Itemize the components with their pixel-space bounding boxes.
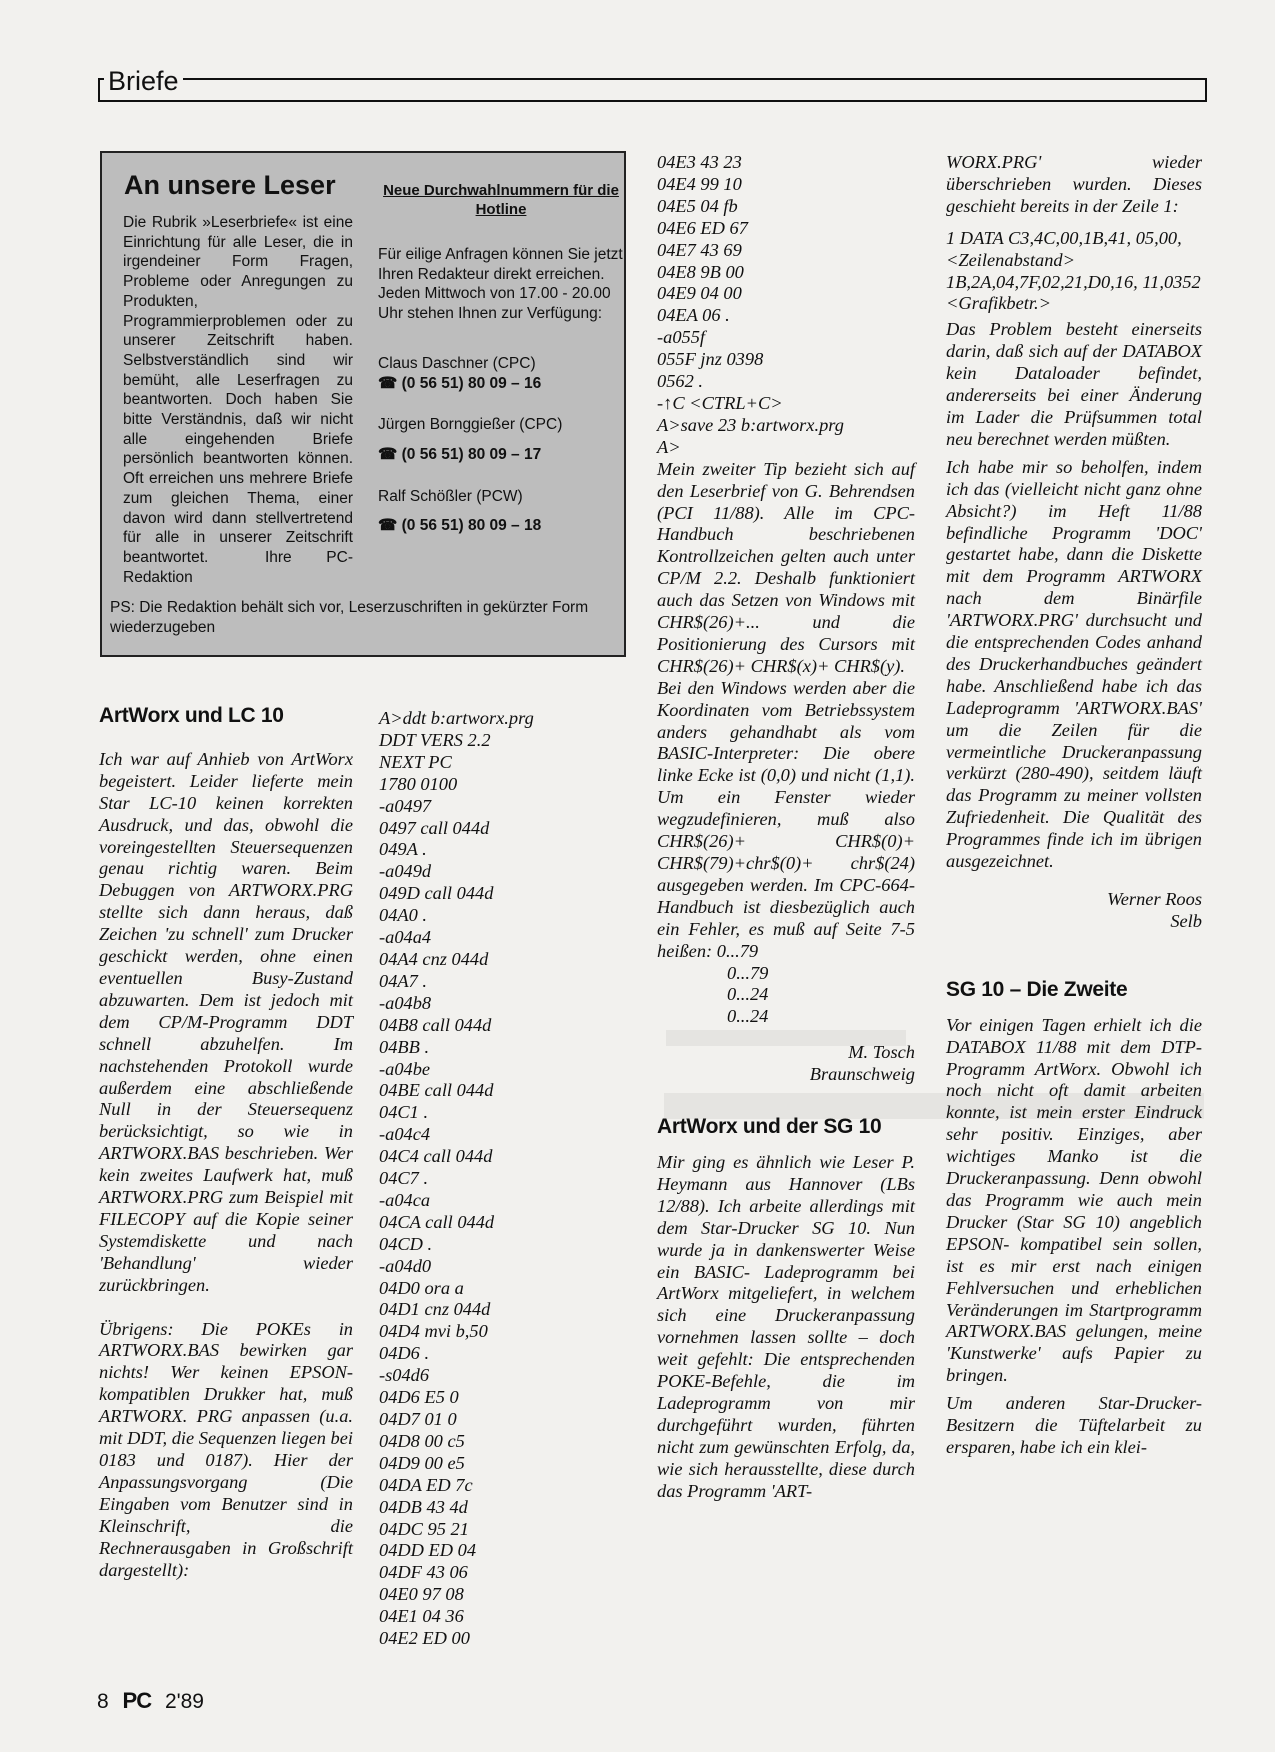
section-title: Briefe bbox=[104, 66, 183, 97]
paragraph: Übrigens: Die POKEs in ARTWORX.BAS bewirken gar nichts! Wer keinen EPSON-kompatiblen Drukker hat, muß ARTWORX. PRG anpassen (u.a. mit DDT, die Sequenzen liegen bei 0183 und 0187). Hier der Anpassungsvorgang (Die Eingaben vom Benutzer sind in Kleinschrift, die Rechnerausgaben in Großschrift dargestellt): bbox=[99, 1318, 354, 1580]
article-heading: SG 10 – Die Zweite bbox=[946, 977, 1128, 1001]
paragraph: Ich war auf Anhieb von ArtWorx begeistert. Leider lieferte mein Star LC-10 keinen korrekten Ausdruck, und das, obwohl die voreingestellten Steuersequenzen genau richtig waren. Beim Debuggen von ARTWORX.PRG stellte sich dann heraus, daß Zeichen 'zu schnell' zum Drucker geschickt werden, ohne einen eventuellen Busy-Zustand abzuwarten. Dem ist jedoch mit dem CP/M-Programm DDT schnell abzuhelfen. Im nachstehenden Protokoll wurde außerdem eine abschließende Null in der Steuersequenz berücksichtigt, so wie in ARTWORX.BAS beschrieben. Wer kein zweites Laufwerk hat, muß ARTWORX.PRG zum Beispiel mit FILECOPY auf die Kopie seiner Systemdiskette und nach 'Behandlung' wieder zurückbringen. bbox=[99, 748, 353, 1295]
column-2-code: A>ddt b:artworx.prg DDT VERS 2.2 NEXT PC 1780 0100 -a0497 0497 call 044d 049A . -a049d 049D call 044d 04A0 . -a04a4 04A4 cnz 044d 04A7 . -a04b8 04B8 call 044d 04BB . -a04be 04BE call 044d 04C1 . -a04c4 04C4 call 044d 04C7 . -a04ca 04CA call 044d 04CD . -a04d0 04D0 ora a 04D1 cnz 044d 04D4 mvi b,50 04D6 . -s04d6 04D6 E5 0 04D7 01 0 04D8 00 c5 04D9 00 e5 04DA ED 7c 04DB 43 4d 04DC 95 21 04DD ED 04 04DF 43 06 04E0 97 08 04E1 04 36 04E2 ED 00 bbox=[379, 708, 534, 1649]
hotline-title: Neue Durchwahlnummern für die Hotline bbox=[383, 182, 619, 218]
column-1 bbox=[99, 705, 353, 1581]
paragraph: Um anderen Star-Drucker-Besitzern die Tüftelarbeit zu ersparen, habe ich ein klei- bbox=[946, 1393, 1202, 1457]
hotline-block bbox=[378, 181, 624, 536]
paragraph: Bei den Windows werden aber die Koordinaten vom Betriebssystem anders gehandhabt als vom BASIC-Interpreter: Die obere linke Ecke ist (0,0) und nicht (1,1). Um ein Fenster wieder wegzudefinieren, muß also CHR$(26)+ CHR$(0)+ CHR$(79)+chr$(0)+ chr$(24) ausgegeben werden. Im CPC-664-Handbuch ist diesbezüglich auch ein Fehler, es muß auf Seite 7-5 heißen: 0...79 bbox=[657, 677, 915, 961]
column-4 bbox=[946, 152, 1202, 1459]
paragraph: Das Problem besteht einerseits darin, daß sich auf der DATABOX kein Dataloader befindet, andererseits bei einer Änderung im Lader die Prüfsummen total neu berechnet werden müßten. bbox=[946, 319, 1202, 449]
contact-1 bbox=[378, 354, 624, 393]
article-heading: ArtWorx und LC 10 bbox=[99, 704, 284, 727]
contact-phone: ☎ (0 56 51) 80 09 – 16 bbox=[378, 374, 542, 392]
hotline-text: Für eilige Anfragen können Sie jetzt Ihren Redakteur direkt erreichen. Jeden Mittwoch von 17.00 - 20.00 Uhr stehen Ihnen zur Verfügung: bbox=[378, 246, 623, 323]
box-ps: PS: Die Redaktion behält sich vor, Leserzuschriften in gekürzter Form wiederzugeben bbox=[110, 599, 589, 636]
paragraph: WORX.PRG' wieder überschrieben wurden. Dieses geschieht bereits in der Zeile 1: bbox=[946, 152, 1202, 216]
paragraph: Vor einigen Tagen erhielt ich die DATABOX 11/88 mit dem DTP-Programm ArtWorx. Obwohl ich noch nicht oft damit arbeiten konnte, ist mein erster Eindruck sehr positiv. Einziges, aber wichtiges Manko ist die Druckeranpassung. Denn obwohl das Programm wie auch mein Drucker (Star SG 10) angeblich EPSON- kompatibel sein sollen, ist es mir erst nach einigen Fehlversuchen und erheblichen Veränderungen im Startprogramm ARTWORX.BAS gelungen, meine 'Kunstwerke' aufs Papier zu bringen. bbox=[946, 1014, 1202, 1386]
signature-city: Braunschweig bbox=[809, 1064, 915, 1085]
signature-name: Werner Roos bbox=[1107, 889, 1202, 909]
paragraph: Mein zweiter Tip bezieht sich auf den Leserbrief von G. Behrendsen (PCI 11/88). Alle im CPC-Handbuch beschriebenen Kontrollzeichen gelten auch unter CP/M 2.2. Deshalb funktioniert auch das Setzen von Windows mit CHR$(26)+... und die Positionierung des Cursors mit CHR$(26)+ CHR$(x)+ CHR$(y). bbox=[657, 458, 915, 676]
contact-3 bbox=[378, 487, 624, 536]
paragraph: Mir ging es ähnlich wie Leser P. Heymann aus Hannover (LBs 12/88). Ich arbeite allerdings mit dem Star-Drucker SG 10. Nun wurde ja in dankenswerter Weise ein BASIC- Ladeprogramm bei ArtWorx mitgeliefert, in welchem sich eine Druckeranpassung vornehmen lassen sollte – doch weit gefehlt: Die entsprechenden POKE-Befehle, die im Ladeprogramm von mir durchgeführt wurden, führten nicht zum gewünschten Erfolg, da, wie sich herausstellte, diese durch das Programm 'ART- bbox=[657, 1151, 915, 1501]
range-list: 0...79 0...24 0...24 bbox=[727, 962, 769, 1027]
section-rule bbox=[98, 78, 1207, 102]
contact-name: Jürgen Bornggießer (CPC) bbox=[378, 416, 563, 434]
contact-phone: ☎ (0 56 51) 80 09 – 17 bbox=[378, 445, 542, 463]
page-number: 8 bbox=[97, 1690, 109, 1713]
box-signature: Ihre PC-Redaktion bbox=[123, 548, 353, 586]
contact-2 bbox=[378, 415, 624, 464]
box-body: Die Rubrik »Leserbriefe« ist eine Einrichtung für alle Leser, die in irgendeiner Form Fragen, Probleme oder Anregungen zu Produkten, Programmierproblemen oder zu unserer Zeitschrift haben. Selbstverständlich sind wir bemüht, alle Leserfragen zu beantworten. Doch haben Sie bitte Verständnis, daß wir nicht alle eingehenden Briefe persönlich beantworten können. Oft erreichen uns mehrere Briefe zum gleichen Thema, einer davon wird dann stellvertretend für alle in unserer Zeitschrift beantwortet. bbox=[123, 214, 353, 566]
code-listing: 04E3 43 23 04E4 99 10 04E5 04 fb 04E6 ED 67 04E7 43 69 04E8 9B 00 04E9 04 00 04EA 06 . -a055f 055F jnz 0398 0562 . -↑C <CTRL+C> A>save 23 b:artworx.prg A> bbox=[657, 152, 844, 457]
contact-name: Claus Daschner (CPC) bbox=[378, 354, 536, 372]
magazine-logo: PC bbox=[122, 1688, 152, 1713]
column-3 bbox=[657, 152, 915, 1502]
box-text bbox=[123, 213, 353, 587]
signature-name: M. Tosch bbox=[848, 1042, 915, 1063]
signature-city: Selb bbox=[1170, 910, 1202, 931]
issue-number: 2'89 bbox=[164, 1690, 204, 1713]
contact-name: Ralf Schößler (PCW) bbox=[378, 487, 523, 505]
contact-phone: ☎ (0 56 51) 80 09 – 18 bbox=[378, 517, 542, 535]
code-line: 1 DATA C3,4C,00,1B,41, 05,00,<Zeilenabstand> 1B,2A,04,7F,02,21,D0,16, 11,0352 <Grafikbetr.> bbox=[946, 227, 1201, 314]
article-heading: ArtWorx und der SG 10 bbox=[657, 1115, 882, 1139]
box-title: An unsere Leser bbox=[124, 170, 336, 200]
page-footer bbox=[97, 1688, 204, 1714]
paragraph: Ich habe mir so beholfen, indem ich das (vielleicht nicht ganz ohne Absicht?) im Heft 11/88 befindliche Programm 'DOC' gestartet habe, dann die Diskette mit dem Programm ARTWORX nach dem Binärfile 'ARTWORX.PRG' durchsucht und die entsprechenden Codes anhand des Druckerhandbuches geändert habe. Anschließend habe ich das Ladeprogramm 'ARTWORX.BAS' um die Zeilen für die vermeintliche Druckeranpassung verkürzt (280-490), seitdem läuft das Programm zu meiner vollsten Zufriedenheit. Die Qualität des Programmes finde ich im übrigen ausgezeichnet. bbox=[946, 456, 1202, 872]
